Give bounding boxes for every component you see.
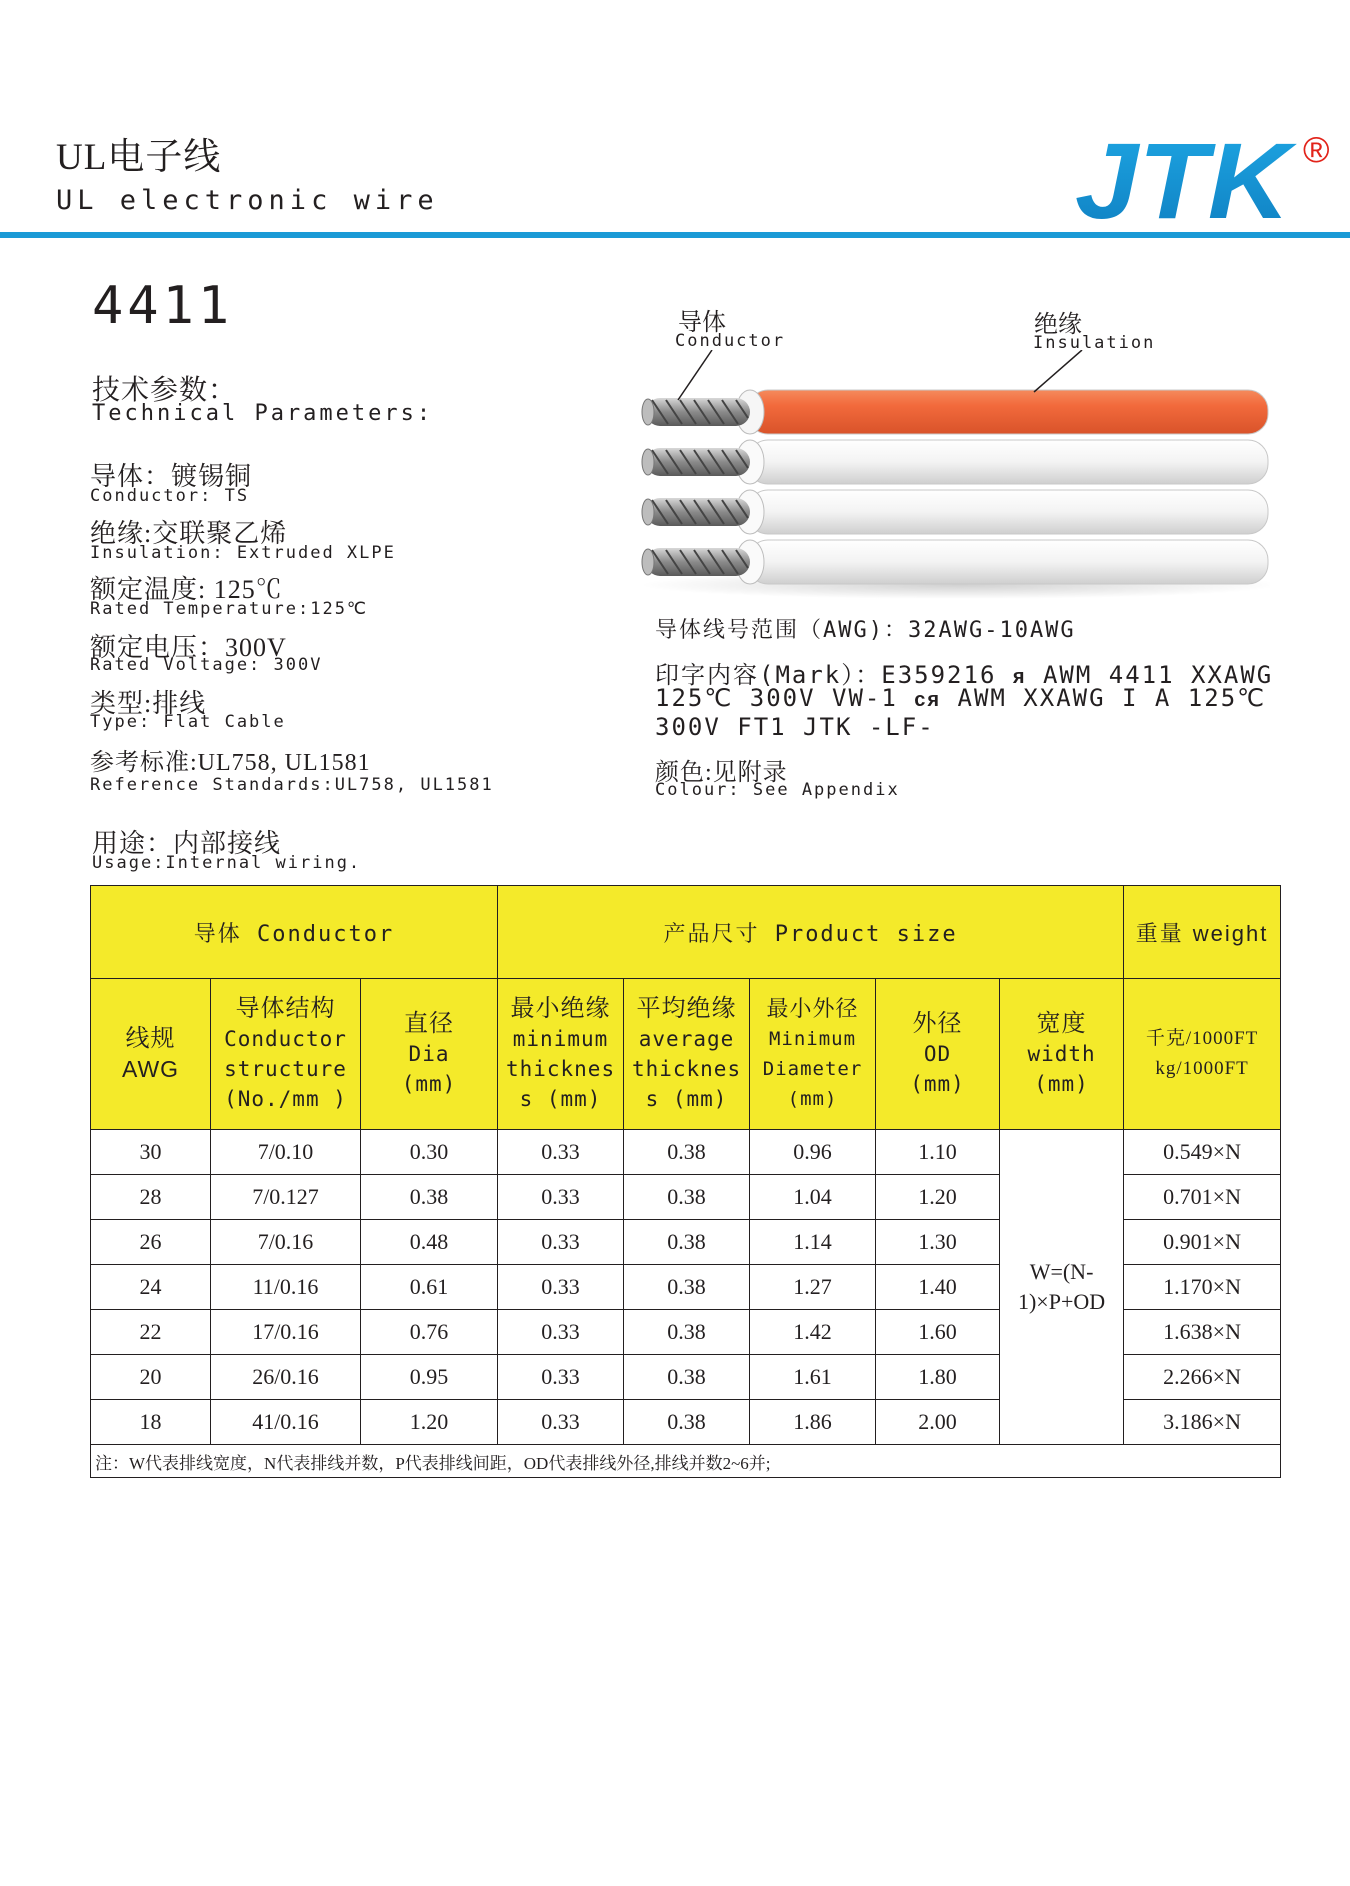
conductor-leader-line [678, 350, 712, 400]
width-formula-line-1: W=(N- [1029, 1259, 1094, 1284]
jtk-logo [1075, 120, 1335, 230]
col-width-en: width [1027, 1042, 1096, 1066]
col-min-od-unit: (mm) [787, 1088, 838, 1110]
usage-cn: 用途：内部接线 [92, 829, 282, 858]
col-dia-header [361, 979, 498, 1130]
param-standards-en: Reference Standards:UL758, UL1581 [90, 775, 494, 795]
param-conductor-en: Conductor: TS [90, 486, 250, 506]
cell-structure: 26/0.16 [211, 1355, 361, 1400]
flat-cable-illustration [630, 350, 1270, 600]
param-insulation-en: Insulation: Extruded XLPE [90, 543, 396, 563]
col-min-od-cn: 最小外径 [766, 996, 859, 1021]
weight-label-cn: 重量 [1135, 920, 1184, 946]
cell-od: 2.00 [876, 1400, 1000, 1445]
col-awg-en: AWG [121, 1056, 180, 1082]
cell-structure: 11/0.16 [211, 1265, 361, 1310]
logo-text: JTK [1075, 120, 1298, 230]
mark-line-1-a: 印字内容(Mark）：E359216 [655, 661, 997, 689]
col-width-cn: 宽度 [1036, 1011, 1087, 1037]
mark-line-2 [655, 684, 1266, 712]
awg-range: 导体线号范围（AWG)：32AWG-10AWG [655, 618, 1076, 643]
cell-min-thickness: 0.33 [498, 1220, 624, 1265]
cell-avg-thickness: 0.38 [624, 1310, 750, 1355]
cell-awg: 26 [91, 1220, 211, 1265]
table-group-header-row [91, 886, 1281, 979]
wire-1 [642, 390, 1268, 434]
insulation-leader-line [1034, 350, 1082, 392]
cell-od: 1.30 [876, 1220, 1000, 1265]
col-structure-cn: 导体结构 [235, 996, 336, 1022]
cell-weight: 0.901×N [1124, 1220, 1281, 1265]
param-conductor-cn: 导体：镀锡铜 [90, 462, 253, 491]
cell-width-formula [1000, 1130, 1124, 1445]
cell-structure: 7/0.10 [211, 1130, 361, 1175]
mark-line-2-b: AWM XXAWG I A 125℃ [957, 684, 1267, 712]
group-weight-header [1124, 886, 1281, 979]
col-weight-en: kg/1000FT [1155, 1058, 1249, 1079]
cell-min-od: 1.42 [750, 1310, 876, 1355]
cell-avg-thickness: 0.38 [624, 1130, 750, 1175]
cell-weight: 0.701×N [1124, 1175, 1281, 1220]
col-dia-cn: 直径 [404, 1011, 455, 1037]
group-conductor-header: 导体 Conductor [91, 886, 498, 979]
cell-avg-thickness: 0.38 [624, 1400, 750, 1445]
cell-od: 1.80 [876, 1355, 1000, 1400]
param-voltage-cn: 额定电压：300V [90, 633, 287, 662]
cell-weight: 3.186×N [1124, 1400, 1281, 1445]
cell-avg-thickness: 0.38 [624, 1265, 750, 1310]
group-size-header: 产品尺寸 Product size [498, 886, 1124, 979]
spec-table [90, 885, 1281, 1478]
col-avg-thickness-unit: s (mm) [645, 1087, 728, 1111]
table-column-header-row [91, 979, 1281, 1130]
col-structure-header [211, 979, 361, 1130]
col-min-od-en-1: Minimum [768, 1028, 857, 1050]
cell-awg: 24 [91, 1265, 211, 1310]
col-awg-cn: 线规 [125, 1026, 176, 1052]
col-weight-cn: 千克/1000FT [1145, 1028, 1259, 1049]
cell-min-thickness: 0.33 [498, 1175, 624, 1220]
cell-min-thickness: 0.33 [498, 1130, 624, 1175]
cell-min-od: 1.61 [750, 1355, 876, 1400]
cell-min-thickness: 0.33 [498, 1265, 624, 1310]
col-min-thickness-cn: 最小绝缘 [510, 996, 611, 1022]
param-type-en: Type: Flat Cable [90, 712, 286, 732]
insulation-label-en: Insulation [1033, 333, 1156, 353]
cell-weight: 0.549×N [1124, 1130, 1281, 1175]
registered-mark: ® [1303, 129, 1330, 170]
col-min-od-header [750, 979, 876, 1130]
cell-avg-thickness: 0.38 [624, 1175, 750, 1220]
cell-weight: 2.266×N [1124, 1355, 1281, 1400]
weight-label-en: weight [1192, 920, 1269, 946]
col-od-unit: (mm) [910, 1072, 965, 1096]
cell-min-od: 1.04 [750, 1175, 876, 1220]
cell-dia: 0.76 [361, 1310, 498, 1355]
cell-min-od: 1.27 [750, 1265, 876, 1310]
table-note-row [91, 1445, 1281, 1478]
page-title-en: UL electronic wire [56, 185, 439, 216]
param-standards-cn: 参考标准:UL758, UL1581 [90, 750, 371, 776]
param-temperature-cn: 额定温度: 125℃ [90, 575, 283, 604]
colour-en: Colour: See Appendix [655, 780, 900, 800]
cell-min-od: 1.86 [750, 1400, 876, 1445]
ul-recognized-icon: ᴙ [1012, 666, 1027, 688]
param-voltage-en: Rated Voltage: 300V [90, 655, 323, 675]
cell-dia: 0.48 [361, 1220, 498, 1265]
cell-awg: 20 [91, 1355, 211, 1400]
table-note: 注：W代表排线宽度，N代表排线并数，P代表排线间距，OD代表排线外径,排线并数2~6并; [91, 1445, 1281, 1478]
conductor-label-cn: 导体 [678, 310, 726, 336]
cell-awg: 22 [91, 1310, 211, 1355]
col-awg-header [91, 979, 211, 1130]
cell-structure: 7/0.127 [211, 1175, 361, 1220]
cell-structure: 7/0.16 [211, 1220, 361, 1265]
cul-recognized-icon: cᴙ [914, 689, 942, 711]
col-width-header [1000, 979, 1124, 1130]
cell-dia: 0.30 [361, 1130, 498, 1175]
col-min-thickness-header [498, 979, 624, 1130]
cell-awg: 28 [91, 1175, 211, 1220]
header-divider [0, 232, 1350, 238]
cell-min-od: 0.96 [750, 1130, 876, 1175]
col-dia-unit: (mm) [401, 1072, 457, 1096]
col-width-unit: (mm) [1034, 1072, 1089, 1096]
cell-od: 1.60 [876, 1310, 1000, 1355]
cell-od: 1.10 [876, 1130, 1000, 1175]
tech-title-en: Technical Parameters: [92, 401, 434, 426]
mark-line-2-a: 125℃ 300V VW-1 [655, 684, 898, 712]
cell-min-thickness: 0.33 [498, 1355, 624, 1400]
cell-dia: 0.95 [361, 1355, 498, 1400]
col-dia-en: Dia [408, 1042, 450, 1066]
wire-2 [642, 440, 1268, 484]
cell-avg-thickness: 0.38 [624, 1355, 750, 1400]
cell-awg: 18 [91, 1400, 211, 1445]
mark-line-1-b: AWM 4411 XXAWG [1042, 661, 1274, 689]
cell-dia: 0.38 [361, 1175, 498, 1220]
param-type-cn: 类型:排线 [90, 689, 207, 718]
cell-awg: 30 [91, 1130, 211, 1175]
cell-structure: 41/0.16 [211, 1400, 361, 1445]
col-min-thickness-unit: s (mm) [519, 1087, 602, 1111]
col-od-header [876, 979, 1000, 1130]
cell-min-thickness: 0.33 [498, 1400, 624, 1445]
usage-en: Usage:Internal wiring. [92, 853, 362, 873]
cell-od: 1.40 [876, 1265, 1000, 1310]
col-structure-en-2: structure [224, 1057, 347, 1081]
col-structure-unit: (No./mm ) [224, 1087, 347, 1111]
tech-title-cn: 技术参数： [92, 375, 238, 406]
param-insulation-cn: 绝缘:交联聚乙烯 [90, 519, 288, 548]
mark-line-3: 300V FT1 JTK -LF- [655, 713, 935, 741]
cell-od: 1.20 [876, 1175, 1000, 1220]
cell-dia: 0.61 [361, 1265, 498, 1310]
cell-weight: 1.170×N [1124, 1265, 1281, 1310]
page-title-cn: UL电子线 [56, 137, 222, 178]
col-min-od-en-2: Diameter [762, 1058, 863, 1080]
col-weight-header [1124, 979, 1281, 1130]
conductor-label-en: Conductor [675, 331, 786, 351]
table-row [91, 1130, 1281, 1175]
col-od-cn: 外径 [912, 1011, 963, 1037]
col-avg-thickness-en-1: average [638, 1027, 735, 1051]
cell-structure: 17/0.16 [211, 1310, 361, 1355]
cell-min-od: 1.14 [750, 1220, 876, 1265]
model-number: 4411 [92, 276, 234, 336]
width-formula-line-2: 1)×P+OD [1017, 1289, 1106, 1314]
param-temperature-en: Rated Temperature:125℃ [90, 599, 369, 619]
col-od-en: OD [923, 1042, 952, 1066]
col-structure-en-1: Conductor [224, 1027, 347, 1051]
cell-min-thickness: 0.33 [498, 1310, 624, 1355]
col-avg-thickness-header [624, 979, 750, 1130]
cell-weight: 1.638×N [1124, 1310, 1281, 1355]
col-avg-thickness-cn: 平均绝缘 [636, 996, 737, 1022]
cell-dia: 1.20 [361, 1400, 498, 1445]
col-min-thickness-en-2: thicknes [505, 1057, 616, 1081]
insulation-label-cn: 绝缘 [1034, 312, 1082, 338]
col-avg-thickness-en-2: thicknes [631, 1057, 742, 1081]
colour-cn: 颜色:见附录 [655, 760, 788, 786]
cell-avg-thickness: 0.38 [624, 1220, 750, 1265]
wire-3 [642, 490, 1268, 534]
col-min-thickness-en-1: minimum [512, 1027, 609, 1051]
